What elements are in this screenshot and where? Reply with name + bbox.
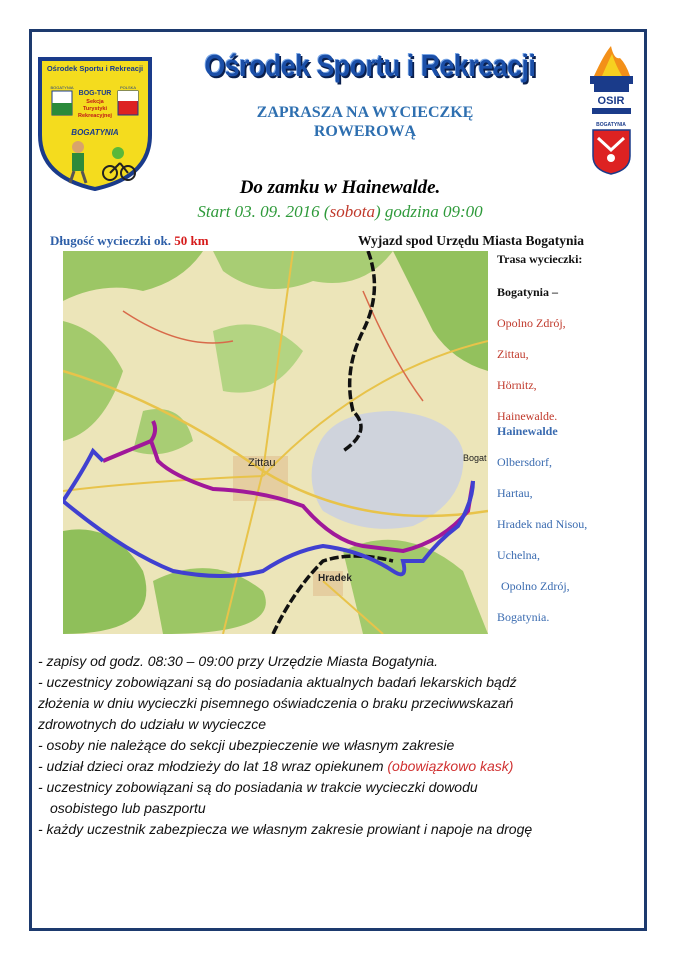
page-title: Ośrodek Sportu i Rekreacji (204, 48, 536, 83)
distance: Długość wycieczki ok. 50 km (50, 233, 209, 248)
notes (38, 651, 638, 840)
note-line: - uczestnicy zobowiązani są do posiadania w trakcie wycieczki dowodu (38, 779, 478, 795)
map-label-bogatynia: Bogat (463, 453, 487, 463)
route-stop: Bogatynia. (497, 610, 550, 624)
route-stop: Hradek nad Nisou, (497, 517, 588, 531)
note-line: zdrowotnych do udziału w wycieczce (38, 716, 266, 732)
map-label-zittau: Zittau (248, 457, 276, 469)
map-label-hradek: Hradek (318, 573, 352, 584)
note-line: - zapisy od godz. 08:30 – 09:00 przy Urzędzie Miasta Bogatynia. (38, 653, 438, 669)
route-turn: Hainewalde (497, 424, 558, 438)
start-info: Start 03. 09. 2016 (sobota) godzina 09:00 (197, 202, 483, 221)
route-start: Bogatynia – (497, 285, 559, 299)
route-heading: Trasa wycieczki: (497, 252, 583, 266)
note-line: - osoby nie należące do sekcji ubezpieczenie we własnym zakresie (38, 737, 455, 753)
route-stop: Opolno Zdrój, (501, 579, 570, 593)
note-line: - każdy uczestnik zabezpiecza we własnym zakresie prowiant i napoje na drogę (38, 821, 533, 837)
note-line: - uczestnicy zobowiązani są do posiadania aktualnych badań lekarskich bądź (38, 674, 517, 690)
route-stop: Olbersdorf, (497, 455, 552, 469)
osir-logo (584, 46, 639, 176)
route-map (63, 251, 488, 634)
departure: Wyjazd spod Urzędu Miasta Bogatynia (358, 233, 585, 248)
logo-club: BOG-TUR (78, 90, 112, 97)
route-stop: Opolno Zdrój, (497, 316, 566, 330)
logo-top-text: Ośrodek Sportu i Rekreacji (46, 64, 144, 73)
osir-town: BOGATYNIA (596, 122, 626, 128)
destination: Do zamku w Hainewalde. (239, 177, 441, 198)
note-line: złożenia w dniu wycieczki pisemnego oświadczenia o braku przeciwwskazań (38, 695, 514, 711)
logo-sub3: Rekreacyjnej (78, 113, 112, 119)
route-stop: Hartau, (497, 486, 533, 500)
route-stop: Hainewalde. (497, 409, 558, 423)
logo-flag-left: BOGATYNIA (50, 85, 74, 90)
invite-line-1: ZAPRASZA NA WYCIECZKĘ (256, 104, 474, 121)
bogtur-logo (36, 55, 154, 193)
route-stop: Uchelna, (497, 548, 540, 562)
osir-text: OSIR (597, 95, 625, 107)
route-stop: Hörnitz, (497, 378, 537, 392)
note-line: osobistego lub paszportu (50, 800, 206, 816)
logo-town: BOGATYNIA (71, 128, 119, 137)
note-line: - udział dzieci oraz młodzieży do lat 18 wraz opiekunem (obowiązkowo kask) (38, 758, 514, 774)
invite-line-2: ROWEROWĄ (313, 123, 417, 140)
logo-flag-right: POLSKA (119, 85, 137, 90)
logo-sub1: Sekcja (86, 99, 104, 105)
route-stop: Zittau, (497, 347, 529, 361)
logo-sub2: Turystyki (82, 106, 108, 112)
